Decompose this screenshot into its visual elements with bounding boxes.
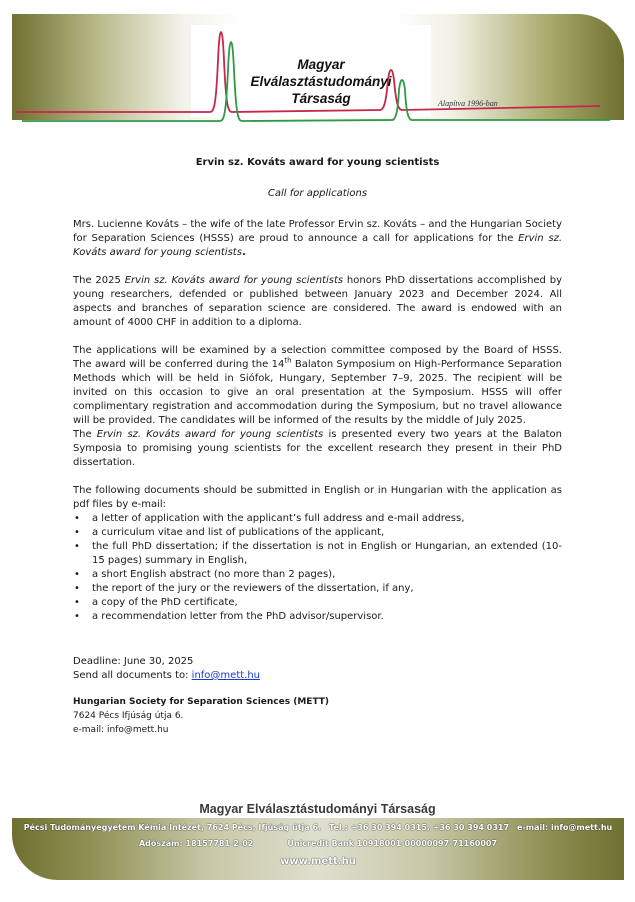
- footer-bank-account: Unicredit Bank 10918001-00000097-71160007: [287, 839, 498, 848]
- paragraph-selection-text: Balaton Symposium on High-Performance Separation Methods which will be held in Siófok, Hungary, September 7–9, 2025. The recipient will be invited on this occasion to give an oral presentation at the Symposium. HSSS will offer complimentary registration and accommodation during the Symposium, but no travel allowance will be provided. The candidates will be informed of the results by the middle of July 2025.: [73, 359, 562, 426]
- footer-address: Pécsi Tudományegyetem Kémia Intézet, 7624 Pécs, Ifjúság útja 6.: [23, 823, 322, 832]
- list-item: • a curriculum vitae and list of publications of the applicant,: [73, 526, 562, 540]
- award-name-italic: Ervin sz. Kováts award for young scientists: [124, 275, 344, 286]
- logo-text: [226, 56, 416, 107]
- send-documents-line: [73, 669, 562, 683]
- footer-website[interactable]: www.mett.hu: [280, 856, 356, 867]
- footer-bank-line: [12, 839, 624, 848]
- document-subtitle: Call for applications: [267, 188, 368, 199]
- paragraph-eligibility: [73, 274, 562, 330]
- organization-address: 7624 Pécs Ifjúság útja 6.: [73, 711, 184, 721]
- footer-tax-number: Adószám: 18157781-2-02: [138, 839, 254, 848]
- send-label: Send all documents to:: [73, 670, 192, 681]
- award-name-italic: Ervin sz. Kováts award for young scientists: [96, 429, 324, 440]
- organization-name: Hungarian Society for Separation Sciences (METT): [73, 697, 330, 707]
- paragraph-tradition-text: is presented every two years at the Balaton Symposia to promising young scientists for the excellent research they present in their PhD dissertation.: [73, 429, 563, 468]
- letter-body: [73, 156, 562, 737]
- list-item: • the full PhD dissertation; if the dissertation is not in English or Hungarian, an extended (10-15 pages) summary in English,: [73, 540, 562, 568]
- footer-phone: Tel.: +36 30 394 0315, +36 30 394 0317: [329, 823, 510, 832]
- documents-intro: The following documents should be submitted in English or in Hungarian with the application as pdf files by e-mail:: [73, 485, 562, 510]
- paragraph-eligibility-start: The 2025: [73, 275, 125, 286]
- paragraph-tradition-start: The: [73, 429, 97, 440]
- paragraph-selection-start: The applications will be examined by a selection committee composed by the Board of HSSS. The award will be conferred during the 14: [73, 345, 562, 370]
- ordinal-superscript: th: [284, 356, 292, 365]
- footer-title: Magyar Elválasztástudományi Társaság: [199, 802, 436, 816]
- logo-line-1: Magyar: [297, 57, 345, 72]
- logo-line-2: Elválasztástudományi: [250, 74, 392, 89]
- paragraph-eligibility-text: honors PhD dissertations accomplished by young researchers, defended or published between January 2023 and December 2024. All aspects and branches of separation science are considered. The award is endowed with an amount of 4000 CHF in addition to a diploma.: [73, 275, 563, 328]
- paragraph-selection: [73, 344, 562, 428]
- list-item: • a short English abstract (no more than 2 pages),: [73, 568, 562, 582]
- founded-note: Alapítva 1996-ban: [438, 99, 498, 108]
- award-name-italic: Ervin sz. Kováts award for young scientists: [73, 233, 562, 258]
- list-item: • the report of the jury or the reviewers of the dissertation, if any,: [73, 582, 562, 596]
- footer-contact-line: [12, 823, 624, 832]
- deadline-text: Deadline: June 30, 2025: [73, 656, 194, 667]
- list-item: • a letter of application with the applicant’s full address and e-mail address,: [73, 512, 562, 526]
- document-title: Ervin sz. Kováts award for young scientists: [195, 157, 440, 168]
- documents-list: [73, 512, 562, 624]
- paragraph-tradition: [73, 428, 562, 470]
- paragraph-intro-end: .: [241, 247, 246, 258]
- paragraph-intro: [73, 218, 562, 260]
- list-item: • a recommendation letter from the PhD advisor/supervisor.: [73, 610, 562, 624]
- email-link[interactable]: info@mett.hu: [191, 670, 261, 681]
- logo-line-3: Társaság: [291, 91, 351, 106]
- paragraph-intro-text: Mrs. Lucienne Kováts – the wife of the late Professor Ervin sz. Kováts – and the Hungarian Society for Separation Sciences (HSSS) are proud to announce a call for applications for the: [73, 219, 562, 244]
- organization-email: e-mail: info@mett.hu: [73, 725, 169, 735]
- organization-block: [73, 695, 562, 737]
- footer-email: e-mail: info@mett.hu: [517, 823, 613, 832]
- list-item: • a copy of the PhD certificate,: [73, 596, 562, 610]
